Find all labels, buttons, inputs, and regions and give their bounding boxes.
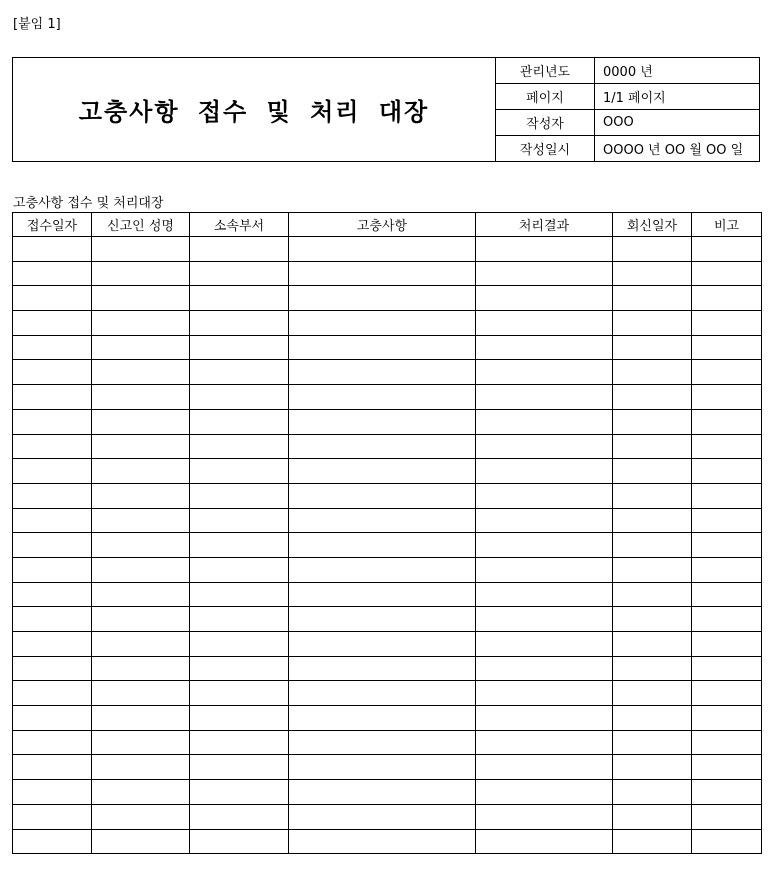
table-cell[interactable] <box>692 632 762 657</box>
meta-value: 0000 년 <box>603 65 653 80</box>
table-cell[interactable] <box>13 533 92 558</box>
table-cell[interactable] <box>13 780 92 805</box>
table-cell[interactable] <box>692 730 762 755</box>
table-cell[interactable] <box>476 730 613 755</box>
table-cell[interactable] <box>613 829 692 854</box>
meta-value: OOO <box>603 115 634 130</box>
table-cell[interactable] <box>692 311 762 336</box>
table-cell[interactable] <box>692 780 762 805</box>
table-cell[interactable] <box>190 360 289 385</box>
attachment-label: [붙임 1] <box>13 17 61 32</box>
column-header-reporter-name: 신고인 성명 <box>92 213 190 237</box>
table-cell[interactable] <box>92 730 190 755</box>
table-cell[interactable] <box>289 434 476 459</box>
table-cell[interactable] <box>692 434 762 459</box>
table-cell[interactable] <box>289 261 476 286</box>
table-cell[interactable] <box>92 483 190 508</box>
table-cell[interactable] <box>613 656 692 681</box>
table-cell[interactable] <box>190 829 289 854</box>
table-row <box>13 261 762 286</box>
table-cell[interactable] <box>190 582 289 607</box>
table-cell[interactable] <box>190 607 289 632</box>
table-cell[interactable] <box>190 780 289 805</box>
table-row <box>13 706 762 731</box>
table-cell[interactable] <box>692 286 762 311</box>
table-cell[interactable] <box>13 557 92 582</box>
table-cell[interactable] <box>613 533 692 558</box>
table-cell[interactable] <box>476 829 613 854</box>
column-header-grievance: 고충사항 <box>289 213 476 237</box>
table-cell[interactable] <box>190 755 289 780</box>
meta-label: 페이지 <box>496 84 595 109</box>
table-cell[interactable] <box>476 755 613 780</box>
meta-row-year <box>496 58 759 84</box>
table-cell[interactable] <box>190 508 289 533</box>
table-cell[interactable] <box>692 557 762 582</box>
table-cell[interactable] <box>613 286 692 311</box>
table-cell[interactable] <box>476 385 613 410</box>
table-cell[interactable] <box>476 508 613 533</box>
table-cell[interactable] <box>289 755 476 780</box>
table-row <box>13 632 762 657</box>
table-cell[interactable] <box>692 582 762 607</box>
table-cell[interactable] <box>476 360 613 385</box>
table-row <box>13 385 762 410</box>
table-cell[interactable] <box>92 582 190 607</box>
table-cell[interactable] <box>92 286 190 311</box>
table-cell[interactable] <box>692 360 762 385</box>
table-row <box>13 681 762 706</box>
table-cell[interactable] <box>92 261 190 286</box>
table-cell[interactable] <box>476 681 613 706</box>
meta-label: 작성일시 <box>496 136 595 161</box>
table-cell[interactable] <box>190 311 289 336</box>
table-cell[interactable] <box>692 508 762 533</box>
table-cell[interactable] <box>190 632 289 657</box>
table-cell[interactable] <box>692 755 762 780</box>
table-cell[interactable] <box>92 459 190 484</box>
grievance-log-table <box>12 212 762 854</box>
table-cell[interactable] <box>289 483 476 508</box>
table-cell[interactable] <box>92 508 190 533</box>
table-cell[interactable] <box>613 780 692 805</box>
meta-value: OOOO 년 OO 월 OO 일 <box>603 143 744 158</box>
table-cell[interactable] <box>289 730 476 755</box>
table-cell[interactable] <box>613 409 692 434</box>
table-cell[interactable] <box>476 311 613 336</box>
table-cell[interactable] <box>692 459 762 484</box>
table-cell[interactable] <box>613 385 692 410</box>
table-cell[interactable] <box>13 335 92 360</box>
table-cell[interactable] <box>13 681 92 706</box>
table-row <box>13 360 762 385</box>
table-cell[interactable] <box>476 237 613 262</box>
table-cell[interactable] <box>476 607 613 632</box>
column-header-department: 소속부서 <box>190 213 289 237</box>
table-cell[interactable] <box>13 483 92 508</box>
table-cell[interactable] <box>692 829 762 854</box>
table-cell[interactable] <box>613 483 692 508</box>
table-cell[interactable] <box>613 335 692 360</box>
table-cell[interactable] <box>13 434 92 459</box>
table-cell[interactable] <box>13 409 92 434</box>
table-caption: 고충사항 접수 및 처리대장 <box>13 196 164 211</box>
table-cell[interactable] <box>476 335 613 360</box>
table-cell[interactable] <box>476 582 613 607</box>
table-cell[interactable] <box>190 434 289 459</box>
table-row <box>13 434 762 459</box>
table-cell[interactable] <box>613 459 692 484</box>
table-cell[interactable] <box>613 681 692 706</box>
table-cell[interactable] <box>613 237 692 262</box>
table-cell[interactable] <box>13 360 92 385</box>
table-cell[interactable] <box>613 434 692 459</box>
table-cell[interactable] <box>289 607 476 632</box>
table-row <box>13 311 762 336</box>
table-cell[interactable] <box>190 459 289 484</box>
table-cell[interactable] <box>190 730 289 755</box>
table-cell[interactable] <box>13 607 92 632</box>
column-header-remarks: 비고 <box>692 213 762 237</box>
table-cell[interactable] <box>289 582 476 607</box>
table-cell[interactable] <box>613 607 692 632</box>
table-row <box>13 730 762 755</box>
table-cell[interactable] <box>13 286 92 311</box>
table-cell[interactable] <box>289 286 476 311</box>
table-cell[interactable] <box>613 311 692 336</box>
table-cell[interactable] <box>92 804 190 829</box>
table-cell[interactable] <box>92 706 190 731</box>
table-cell[interactable] <box>92 335 190 360</box>
table-cell[interactable] <box>190 804 289 829</box>
table-cell[interactable] <box>476 286 613 311</box>
table-header-row <box>13 213 762 237</box>
table-row <box>13 557 762 582</box>
table-cell[interactable] <box>289 508 476 533</box>
table-cell[interactable] <box>289 237 476 262</box>
column-header-result: 처리결과 <box>476 213 613 237</box>
table-row <box>13 804 762 829</box>
table-cell[interactable] <box>190 261 289 286</box>
table-cell[interactable] <box>13 385 92 410</box>
table-cell[interactable] <box>692 706 762 731</box>
table-cell[interactable] <box>613 804 692 829</box>
table-cell[interactable] <box>190 706 289 731</box>
meta-label: 작성자 <box>496 110 595 135</box>
table-cell[interactable] <box>92 632 190 657</box>
table-cell[interactable] <box>92 755 190 780</box>
table-cell[interactable] <box>476 706 613 731</box>
table-cell[interactable] <box>13 237 92 262</box>
table-cell[interactable] <box>92 237 190 262</box>
table-cell[interactable] <box>92 311 190 336</box>
table-cell[interactable] <box>289 385 476 410</box>
table-cell[interactable] <box>92 385 190 410</box>
table-cell[interactable] <box>613 508 692 533</box>
table-cell[interactable] <box>476 656 613 681</box>
meta-row-page <box>496 84 759 110</box>
meta-label: 관리년도 <box>496 58 595 83</box>
table-cell[interactable] <box>13 755 92 780</box>
table-cell[interactable] <box>476 533 613 558</box>
table-cell[interactable] <box>692 607 762 632</box>
table-cell[interactable] <box>13 261 92 286</box>
table-cell[interactable] <box>92 557 190 582</box>
table-cell[interactable] <box>289 335 476 360</box>
table-cell[interactable] <box>692 261 762 286</box>
table-cell[interactable] <box>613 360 692 385</box>
table-cell[interactable] <box>613 706 692 731</box>
table-row <box>13 508 762 533</box>
table-cell[interactable] <box>190 385 289 410</box>
table-cell[interactable] <box>190 237 289 262</box>
table-cell[interactable] <box>13 459 92 484</box>
table-cell[interactable] <box>92 533 190 558</box>
table-cell[interactable] <box>190 286 289 311</box>
table-cell[interactable] <box>190 557 289 582</box>
table-cell[interactable] <box>289 632 476 657</box>
table-row <box>13 483 762 508</box>
table-cell[interactable] <box>476 434 613 459</box>
table-cell[interactable] <box>190 681 289 706</box>
table-cell[interactable] <box>13 508 92 533</box>
table-cell[interactable] <box>692 237 762 262</box>
table-cell[interactable] <box>289 360 476 385</box>
column-header-reply-date: 회신일자 <box>613 213 692 237</box>
table-row <box>13 533 762 558</box>
table-cell[interactable] <box>613 730 692 755</box>
table-cell[interactable] <box>476 261 613 286</box>
table-cell[interactable] <box>92 409 190 434</box>
table-cell[interactable] <box>613 632 692 657</box>
table-cell[interactable] <box>289 459 476 484</box>
table-cell[interactable] <box>92 607 190 632</box>
table-cell[interactable] <box>692 335 762 360</box>
table-cell[interactable] <box>289 311 476 336</box>
table-cell[interactable] <box>476 483 613 508</box>
table-cell[interactable] <box>13 730 92 755</box>
meta-row-date <box>496 136 759 161</box>
table-cell[interactable] <box>13 582 92 607</box>
table-cell[interactable] <box>692 385 762 410</box>
table-cell[interactable] <box>692 681 762 706</box>
table-row <box>13 237 762 262</box>
table-cell[interactable] <box>692 483 762 508</box>
document-header <box>12 57 760 162</box>
table-row <box>13 335 762 360</box>
table-row <box>13 656 762 681</box>
table-cell[interactable] <box>92 434 190 459</box>
table-cell[interactable] <box>476 804 613 829</box>
table-cell[interactable] <box>692 804 762 829</box>
table-row <box>13 780 762 805</box>
table-cell[interactable] <box>476 632 613 657</box>
table-cell[interactable] <box>92 681 190 706</box>
table-cell[interactable] <box>289 804 476 829</box>
table-cell[interactable] <box>692 656 762 681</box>
table-cell[interactable] <box>289 533 476 558</box>
table-cell[interactable] <box>289 681 476 706</box>
table-cell[interactable] <box>289 656 476 681</box>
table-cell[interactable] <box>289 780 476 805</box>
table-row <box>13 755 762 780</box>
table-cell[interactable] <box>289 409 476 434</box>
table-cell[interactable] <box>190 409 289 434</box>
table-cell[interactable] <box>613 582 692 607</box>
table-cell[interactable] <box>692 533 762 558</box>
table-cell[interactable] <box>13 706 92 731</box>
table-cell[interactable] <box>476 409 613 434</box>
column-header-received-date: 접수일자 <box>13 213 92 237</box>
table-row <box>13 459 762 484</box>
table-row <box>13 582 762 607</box>
meta-row-author <box>496 110 759 136</box>
table-row <box>13 286 762 311</box>
table-cell[interactable] <box>13 311 92 336</box>
table-cell[interactable] <box>92 360 190 385</box>
table-cell[interactable] <box>476 780 613 805</box>
table-cell[interactable] <box>13 632 92 657</box>
table-cell[interactable] <box>476 459 613 484</box>
table-cell[interactable] <box>476 557 613 582</box>
table-cell[interactable] <box>613 557 692 582</box>
meta-table <box>496 58 759 161</box>
table-cell[interactable] <box>92 829 190 854</box>
table-body <box>13 237 762 854</box>
table-cell[interactable] <box>92 656 190 681</box>
meta-value: 1/1 페이지 <box>603 91 666 106</box>
table-cell[interactable] <box>692 409 762 434</box>
table-cell[interactable] <box>289 706 476 731</box>
table-cell[interactable] <box>13 829 92 854</box>
table-cell[interactable] <box>289 557 476 582</box>
table-cell[interactable] <box>13 804 92 829</box>
table-cell[interactable] <box>190 483 289 508</box>
table-cell[interactable] <box>613 261 692 286</box>
table-cell[interactable] <box>13 656 92 681</box>
table-row <box>13 607 762 632</box>
document-title: 고충사항 접수 및 처리 대장 <box>13 58 496 161</box>
table-cell[interactable] <box>190 656 289 681</box>
table-cell[interactable] <box>92 780 190 805</box>
table-cell[interactable] <box>190 533 289 558</box>
table-cell[interactable] <box>289 829 476 854</box>
table-row <box>13 829 762 854</box>
table-cell[interactable] <box>190 335 289 360</box>
table-cell[interactable] <box>613 755 692 780</box>
table-row <box>13 409 762 434</box>
